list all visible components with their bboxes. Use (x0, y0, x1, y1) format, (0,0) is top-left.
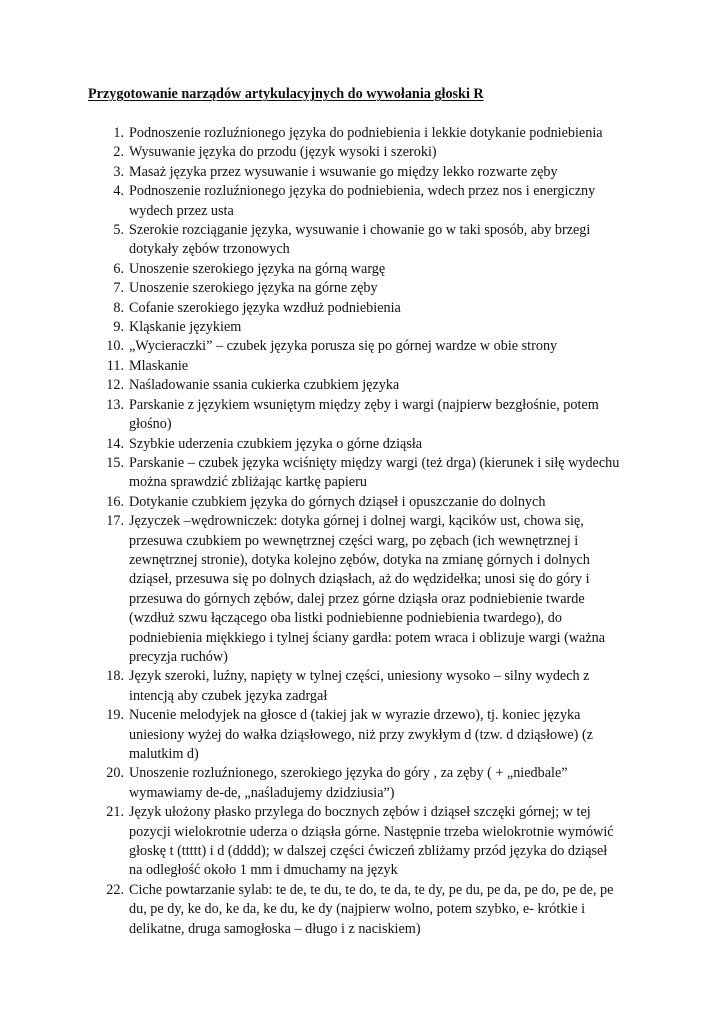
exercise-text-line: Parskanie z językiem wsuniętym między zęby i wargi (najpierw bezgłośnie, potem (129, 396, 599, 413)
exercise-number: 16. (106, 493, 124, 510)
exercise-text-line: du, pe dy, ke do, ke da, ke du, ke dy (najpierw wolno, potem szybko, e- krótkie i (129, 901, 586, 918)
exercise-text-line: wydech przez usta (129, 202, 234, 219)
exercise-item (96, 182, 656, 221)
exercise-text-line: intencją aby czubek języka zadrgał (129, 687, 328, 704)
exercise-text-line: Języczek –wędrowniczek: dotyka górnej i dolnej wargi, kącików ust, chowa się, (129, 513, 584, 530)
exercise-text-line: (wzdłuż szwu łączącego oba listki podniebienne podniebienia twardego), do (129, 610, 562, 627)
exercise-number: 9. (113, 319, 124, 336)
exercise-number: 11. (106, 357, 124, 374)
exercise-item (96, 512, 656, 667)
exercise-text-line: Język szeroki, luźny, napięty w tylnej części, uniesiony wysoko – silny wydech z (129, 668, 590, 685)
exercise-item (96, 124, 656, 143)
exercise-text-line: głośno) (129, 416, 172, 433)
exercise-text-line: „Wycieraczki” – czubek języka porusza się po górnej wardze w obie strony (129, 338, 558, 355)
exercise-text-line: uniesiony wyżej do wałka dziąsłowego, niż przy zwykłym d (tzw. d dziąsłowe) (z (129, 726, 593, 743)
exercise-text-line: Masaż języka przez wysuwanie i wsuwanie go między lekko rozwarte zęby (129, 163, 558, 180)
exercise-number: 13. (106, 396, 124, 413)
exercise-text-line: na odległość około 1 mm i dmuchamy na język (129, 862, 398, 879)
exercise-number: 5. (113, 222, 124, 239)
exercise-number: 8. (113, 299, 124, 316)
exercise-text-line: Szerokie rozciąganie języka, wysuwanie i chowanie go w taki sposób, aby brzegi (129, 222, 591, 239)
exercise-text-line: delikatne, druga samogłoska – długo i z naciskiem) (129, 920, 421, 937)
exercise-number: 12. (106, 377, 124, 394)
exercise-item (96, 260, 656, 279)
exercise-number: 17. (106, 513, 124, 530)
exercise-number: 10. (106, 338, 124, 355)
exercise-text-line: Naśladowanie ssania cukierka czubkiem języka (129, 377, 400, 394)
exercise-text-line: wymawiamy de-de, „naśladujemy dzidziusia”) (129, 784, 395, 801)
exercise-text-line: pozycji wielokrotnie uderza o dziąsła górne. Następnie trzeba wielokrotnie wymówić (129, 823, 614, 840)
exercise-text-line: Unoszenie szerokiego języka na górne zęby (129, 280, 378, 297)
exercise-text-line: precyzja ruchów) (129, 648, 228, 665)
exercise-text-line: dotykały zębów trzonowych (129, 241, 290, 258)
exercise-text-line: Podnoszenie rozluźnionego języka do podniebienia, wdech przez nos i energiczny (129, 183, 596, 200)
exercise-text-line: przesuwa czubkiem po wewnętrznej części warg, po zębach (ich wewnętrznej i (129, 532, 579, 549)
exercise-text-line: Parskanie – czubek języka wciśnięty między wargi (też drga) (kierunek i siłę wydechu (129, 454, 620, 471)
exercise-number: 14. (106, 435, 124, 452)
exercise-text-line: Unoszenie szerokiego języka na górną wargę (129, 260, 386, 277)
exercise-number: 6. (113, 260, 124, 277)
exercise-text-line: przesuwa do górnych zębów, dalej przez górne dziąsła oraz podniebienie twarde (129, 590, 585, 607)
exercise-number: 7. (113, 280, 124, 297)
exercise-number: 21. (106, 804, 124, 821)
exercise-text-line: Podnoszenie rozluźnionego języka do podniebienia i lekkie dotykanie podniebienia (129, 125, 603, 141)
exercise-number: 15. (106, 454, 124, 471)
exercise-text-line: Język ułożony płasko przylega do bocznych zębów i dziąseł szczęki górnej; w tej (129, 804, 591, 821)
exercise-item (96, 221, 656, 260)
exercise-item (96, 163, 656, 182)
exercise-text-line: Mlaskanie (129, 357, 189, 374)
exercise-number: 4. (113, 183, 124, 200)
exercise-text-line: podniebienia miękkiego i tylnej ściany gardła: potem wraca i oblizuje wargi (ważna (129, 629, 606, 646)
exercise-text-line: zewnętrznej stronie), dotyka kolejno zębów, dotyka na zmianę górnych i dolnych (129, 551, 590, 568)
exercise-item (96, 454, 656, 493)
exercise-item (96, 493, 656, 512)
exercise-text-line: Unoszenie rozluźnionego, szerokiego języka do góry , za zęby ( + „niedbale” (129, 765, 568, 782)
exercise-item (96, 376, 656, 395)
exercise-item (96, 299, 656, 318)
exercise-item (96, 279, 656, 298)
exercise-number: 1. (113, 125, 124, 141)
exercise-item (96, 881, 656, 939)
page-title: Przygotowanie narządów artykulacyjnych do wywołania głoski R (88, 86, 484, 102)
exercise-number: 20. (106, 765, 124, 782)
exercise-text-line: Ciche powtarzanie sylab: te de, te du, te do, te da, te dy, pe du, pe da, pe do, pe de, pe (129, 881, 614, 898)
exercise-number: 18. (106, 668, 124, 685)
exercise-text-line: Kląskanie językiem (129, 319, 242, 336)
exercise-item (96, 803, 656, 881)
exercise-text-line: Cofanie szerokiego języka wzdłuż podniebienia (129, 299, 401, 316)
exercise-text-line: głoskę t (ttttt) i d (dddd); w dalszej części ćwiczeń zbliżamy przód języka do dziąseł (129, 843, 608, 860)
exercise-item (96, 706, 656, 764)
exercise-text-line: Wysuwanie języka do przodu (język wysoki i szeroki) (129, 144, 437, 161)
exercise-list (96, 124, 656, 939)
exercise-text-line: można sprawdzić zbliżając kartkę papieru (129, 474, 367, 491)
exercise-text-line: Szybkie uderzenia czubkiem języka o górne dziąsła (129, 435, 423, 452)
exercise-text-line: dziąseł, przesuwa się po dolnych dziąsłach, aż do wędzidełka; unosi się do góry i (129, 571, 590, 588)
exercise-text-line: Nucenie melodyjek na głosce d (takiej jak w wyrazie drzewo), tj. koniec języka (129, 707, 581, 724)
exercise-text-line: malutkim d) (129, 746, 199, 762)
exercise-number: 22. (106, 881, 124, 898)
exercise-item (96, 764, 656, 803)
exercise-number: 2. (113, 144, 124, 161)
exercise-text-line: Dotykanie czubkiem języka do górnych dziąseł i opuszczanie do dolnych (129, 493, 546, 510)
exercise-item (96, 357, 656, 376)
exercise-item (96, 396, 656, 435)
exercise-item (96, 143, 656, 162)
exercise-item (96, 337, 656, 356)
exercise-number: 3. (113, 163, 124, 180)
exercise-item (96, 667, 656, 706)
exercise-item (96, 318, 656, 337)
exercise-item (96, 435, 656, 454)
exercise-number: 19. (106, 707, 124, 724)
